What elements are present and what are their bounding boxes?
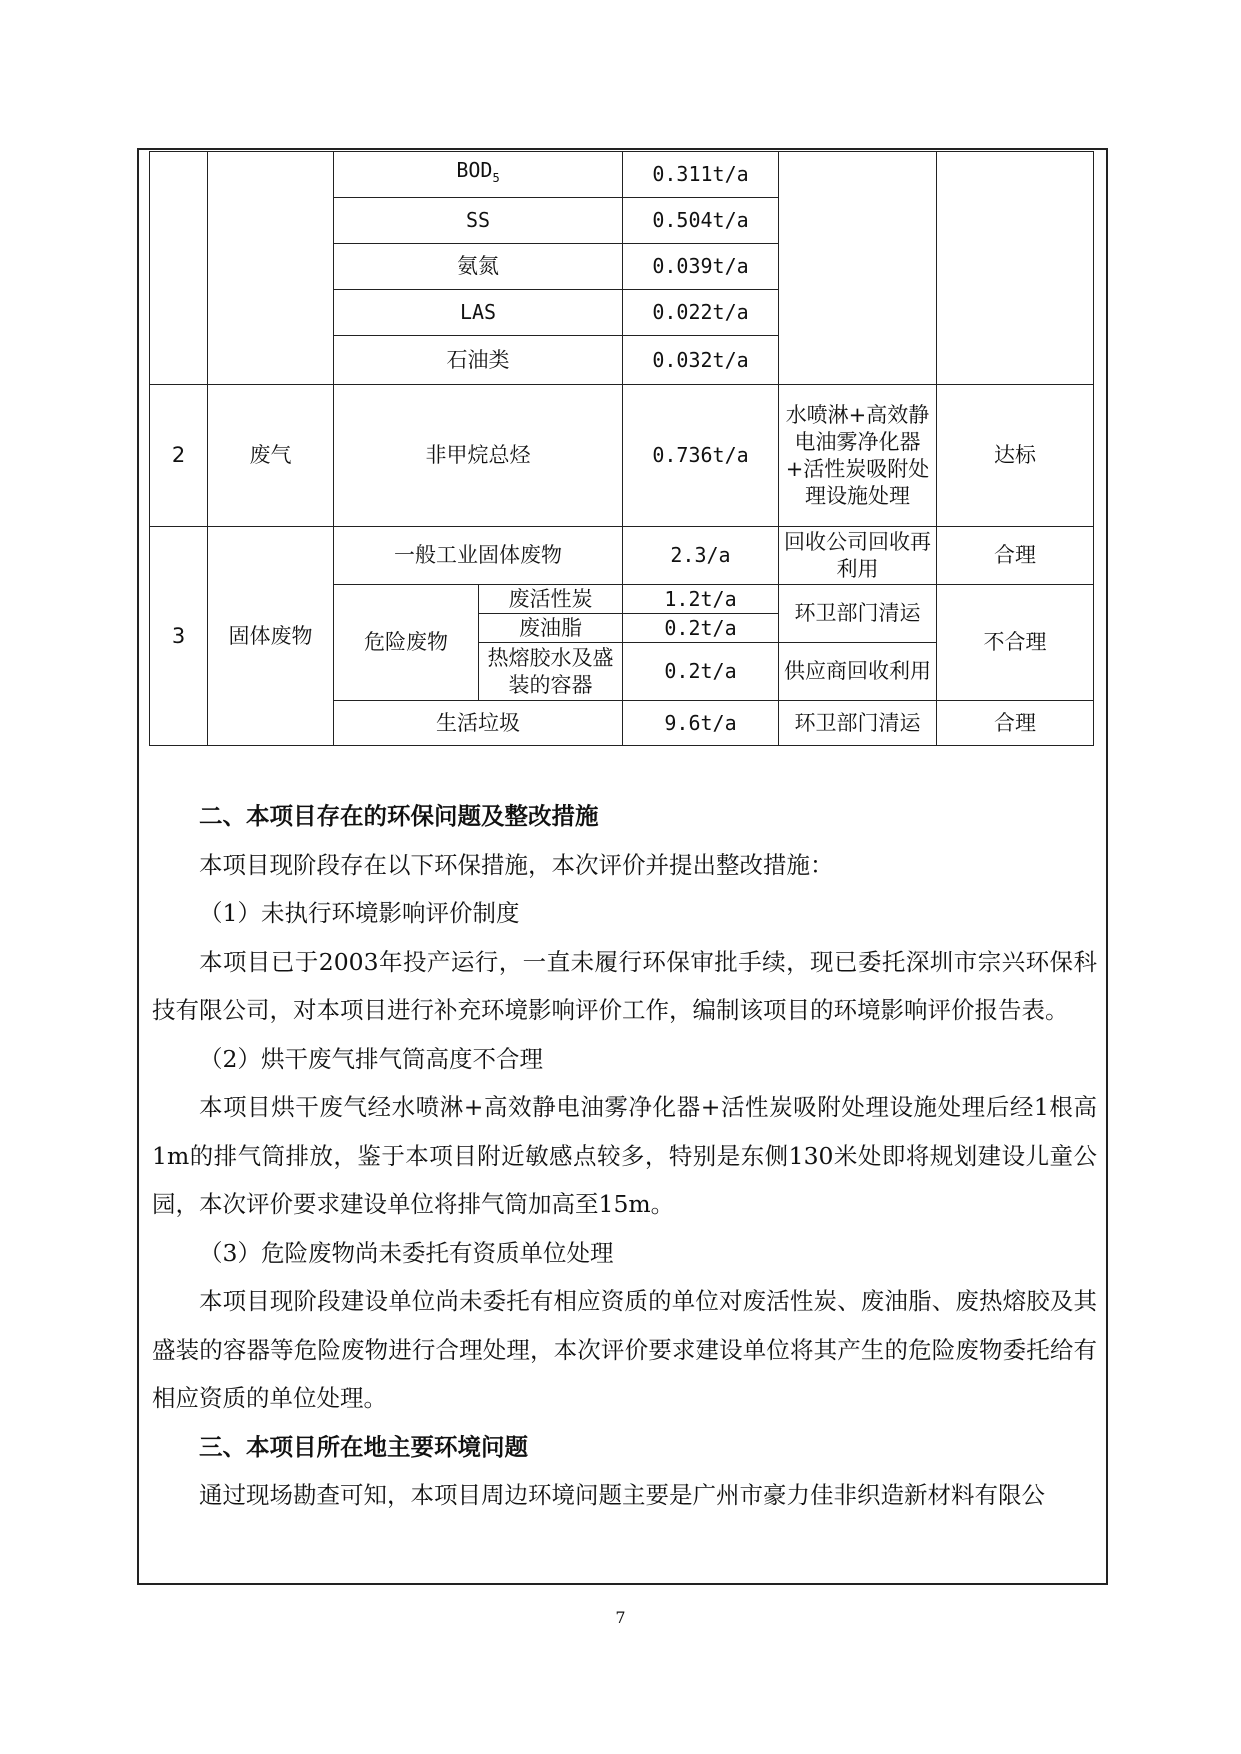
table-row — [150, 152, 1094, 198]
hazard-name-cell: 废油脂 — [479, 614, 623, 643]
no-cell: 2 — [150, 385, 208, 527]
measure-cell: 水喷淋+高效静电油雾净化器+活性炭吸附处理设施处理 — [779, 385, 937, 527]
hazard-name-cell: 废活性炭 — [479, 585, 623, 614]
amount-cell: 9.6t/a — [623, 701, 779, 746]
pollutant-cell: 一般工业固体废物 — [334, 527, 623, 585]
evaluation-cell: 合理 — [937, 527, 1094, 585]
pollutant-cell: LAS — [334, 290, 623, 336]
measure-cell: 回收公司回收再利用 — [779, 527, 937, 585]
subheading: （2）烘干废气排气筒高度不合理 — [199, 1044, 543, 1073]
amount-cell: 0.311t/a — [623, 152, 779, 198]
evaluation-cell — [937, 152, 1094, 385]
measure-cell: 环卫部门清运 — [779, 585, 937, 643]
evaluation-cell: 不合理 — [937, 585, 1094, 701]
evaluation-cell: 达标 — [937, 385, 1094, 527]
pollutant-cell: 生活垃圾 — [334, 701, 623, 746]
paragraph: 本项目现阶段建设单位尚未委托有相应资质的单位对废活性炭、废油脂、废热熔胶及其盛装的容器等危险废物进行合理处理，本次评价要求建设单位将其产生的危险废物委托给有相应资质的单位处理。 — [152, 1287, 1097, 1412]
category-cell — [208, 152, 334, 385]
table-row — [150, 385, 1094, 527]
paragraph: 本项目现阶段存在以下环保措施，本次评价并提出整改措施： — [199, 850, 834, 879]
pollutant-cell: SS — [334, 198, 623, 244]
subheading: （1）未执行环境影响评价制度 — [199, 899, 520, 927]
no-cell: 3 — [150, 527, 208, 746]
amount-cell: 0.2t/a — [623, 643, 779, 701]
pollutant-cell: 石油类 — [334, 336, 623, 385]
pollutant-cell: 氨氮 — [334, 244, 623, 290]
section-heading: 二、本项目存在的环保问题及整改措施 — [199, 802, 599, 830]
amount-cell: 0.039t/a — [623, 244, 779, 290]
amount-cell: 2.3/a — [623, 527, 779, 585]
amount-cell: 0.032t/a — [623, 336, 779, 385]
subheading: （3）危险废物尚未委托有资质单位处理 — [199, 1238, 614, 1267]
measure-cell: 环卫部门清运 — [779, 701, 937, 746]
hazard-name-cell: 热熔胶水及盛装的容器 — [479, 643, 623, 701]
pollutant-cell: $BOD_5$ — [334, 152, 623, 198]
section-heading: 三、本项目所在地主要环境问题 — [199, 1432, 528, 1461]
amount-cell: 0.736t/a — [623, 385, 779, 527]
amount-cell: 0.2t/a — [623, 614, 779, 643]
evaluation-cell: 合理 — [937, 701, 1094, 746]
amount-cell: 0.022t/a — [623, 290, 779, 336]
amount-cell: 1.2t/a — [623, 585, 779, 614]
pollutant-table — [149, 151, 1094, 746]
amount-cell: 0.504t/a — [623, 198, 779, 244]
paragraph: 本项目已于2003年投产运行，一直未履行环保审批手续，现已委托深圳市宗兴环保科技有限公司，对本项目进行补充环境影响评价工作，编制该项目的环境影响评价报告表。 — [152, 947, 1097, 1024]
pollutant-cell: 非甲烷总烃 — [334, 385, 623, 527]
measure-cell: 供应商回收利用 — [779, 643, 937, 701]
measure-cell — [779, 152, 937, 385]
body-text — [152, 792, 1097, 1520]
category-cell: 废气 — [208, 385, 334, 527]
paragraph: 通过现场勘查可知，本项目周边环境问题主要是广州市豪力佳非织造新材料有限公 — [199, 1481, 1045, 1509]
page-number: 7 — [615, 1608, 626, 1627]
hazard-label-cell: 危险废物 — [334, 585, 479, 701]
table-row — [150, 527, 1094, 585]
no-cell — [150, 152, 208, 385]
paragraph: 本项目烘干废气经水喷淋+高效静电油雾净化器+活性炭吸附处理设施处理后经1根高1m的排气筒排放，鉴于本项目附近敏感点较多，特别是东侧130米处即将规划建设儿童公园，本次评价要求建设单位将排气筒加高至15m。 — [152, 1093, 1097, 1218]
category-cell: 固体废物 — [208, 527, 334, 746]
